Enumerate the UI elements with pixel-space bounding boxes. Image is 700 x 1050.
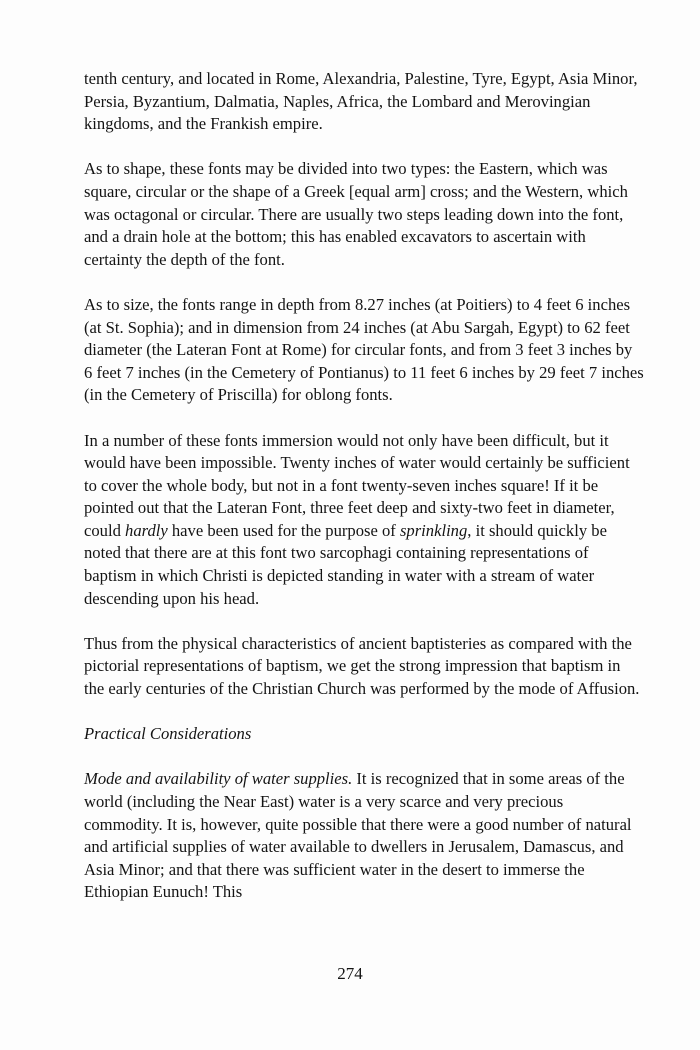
paragraph-4-part-3: , it should quickly be noted that there are at this font two sarcophagi containing representations of baptism in which Christi is depicted standing in water with a stream of water descending upon his head.	[84, 520, 607, 608]
paragraph-6	[84, 768, 644, 904]
emphasis-sprinkling: sprinkling	[399, 520, 468, 540]
emphasis-hardly: hardly	[125, 520, 168, 540]
paragraph-6-text: It is recognized that in some areas of the world (including the Near East) water is a very scarce and very precious commodity. It is, however, quite possible that there were a good number of natural and artificial supplies of water available to dwellers in Jerusalem, Damascus, and Asia Minor; and that there was sufficient water in the desert to immerse the Ethiopian Eunuch! This	[84, 769, 632, 902]
paragraph-4-part-2: have been used for the purpose of	[167, 520, 400, 540]
page-number: 274	[337, 964, 363, 983]
paragraph-6-lead: Mode and availability of water supplies.	[84, 769, 353, 789]
section-heading: Practical Considerations	[84, 724, 252, 744]
paragraph-1: tenth century, and located in Rome, Alexandria, Palestine, Tyre, Egypt, Asia Minor, Persia, Byzantium, Dalmatia, Naples, Africa, the Lombard and Merovingian kingdoms, and the Frankish empire.	[84, 69, 638, 134]
paragraph-4	[84, 430, 644, 611]
paragraph-2: As to shape, these fonts may be divided into two types: the Eastern, which was square, circular or the shape of a Greek [equal arm] cross; and the Western, which was octagonal or circular. There are usually two steps leading down into the font, and a drain hole at the bottom; this has enabled excavators to ascertain with certainty the depth of the font.	[84, 159, 628, 269]
paragraph-4-part-1: In a number of these fonts immersion would not only have been difficult, but it would have been impossible. Twenty inches of water would certainly be sufficient to cover the whole body, but not in a font twenty-seven inches square! If it be pointed out that the Lateran Font, three feet deep and sixty-two feet in diameter, could	[84, 430, 630, 540]
paragraph-5: Thus from the physical characteristics of ancient baptisteries as compared with the pictorial representations of baptism, we get the strong impression that baptism in the early centuries of the Christian Church was performed by the mode of Affusion.	[84, 633, 640, 699]
paragraph-3: As to size, the fonts range in depth from 8.27 inches (at Poitiers) to 4 feet 6 inches (at St. Sophia); and in dimension from 24 inches (at Abu Sargah, Egypt) to 62 feet diameter (the Lateran Font at Rome) for circular fonts, and from 3 feet 3 inches by 6 feet 7 inches (in the Cemetery of Pontianus) to 11 feet 6 inches by 29 feet 7 inches (in the Cemetery of Priscilla) for oblong fonts.	[84, 294, 644, 405]
body-text	[84, 68, 644, 927]
